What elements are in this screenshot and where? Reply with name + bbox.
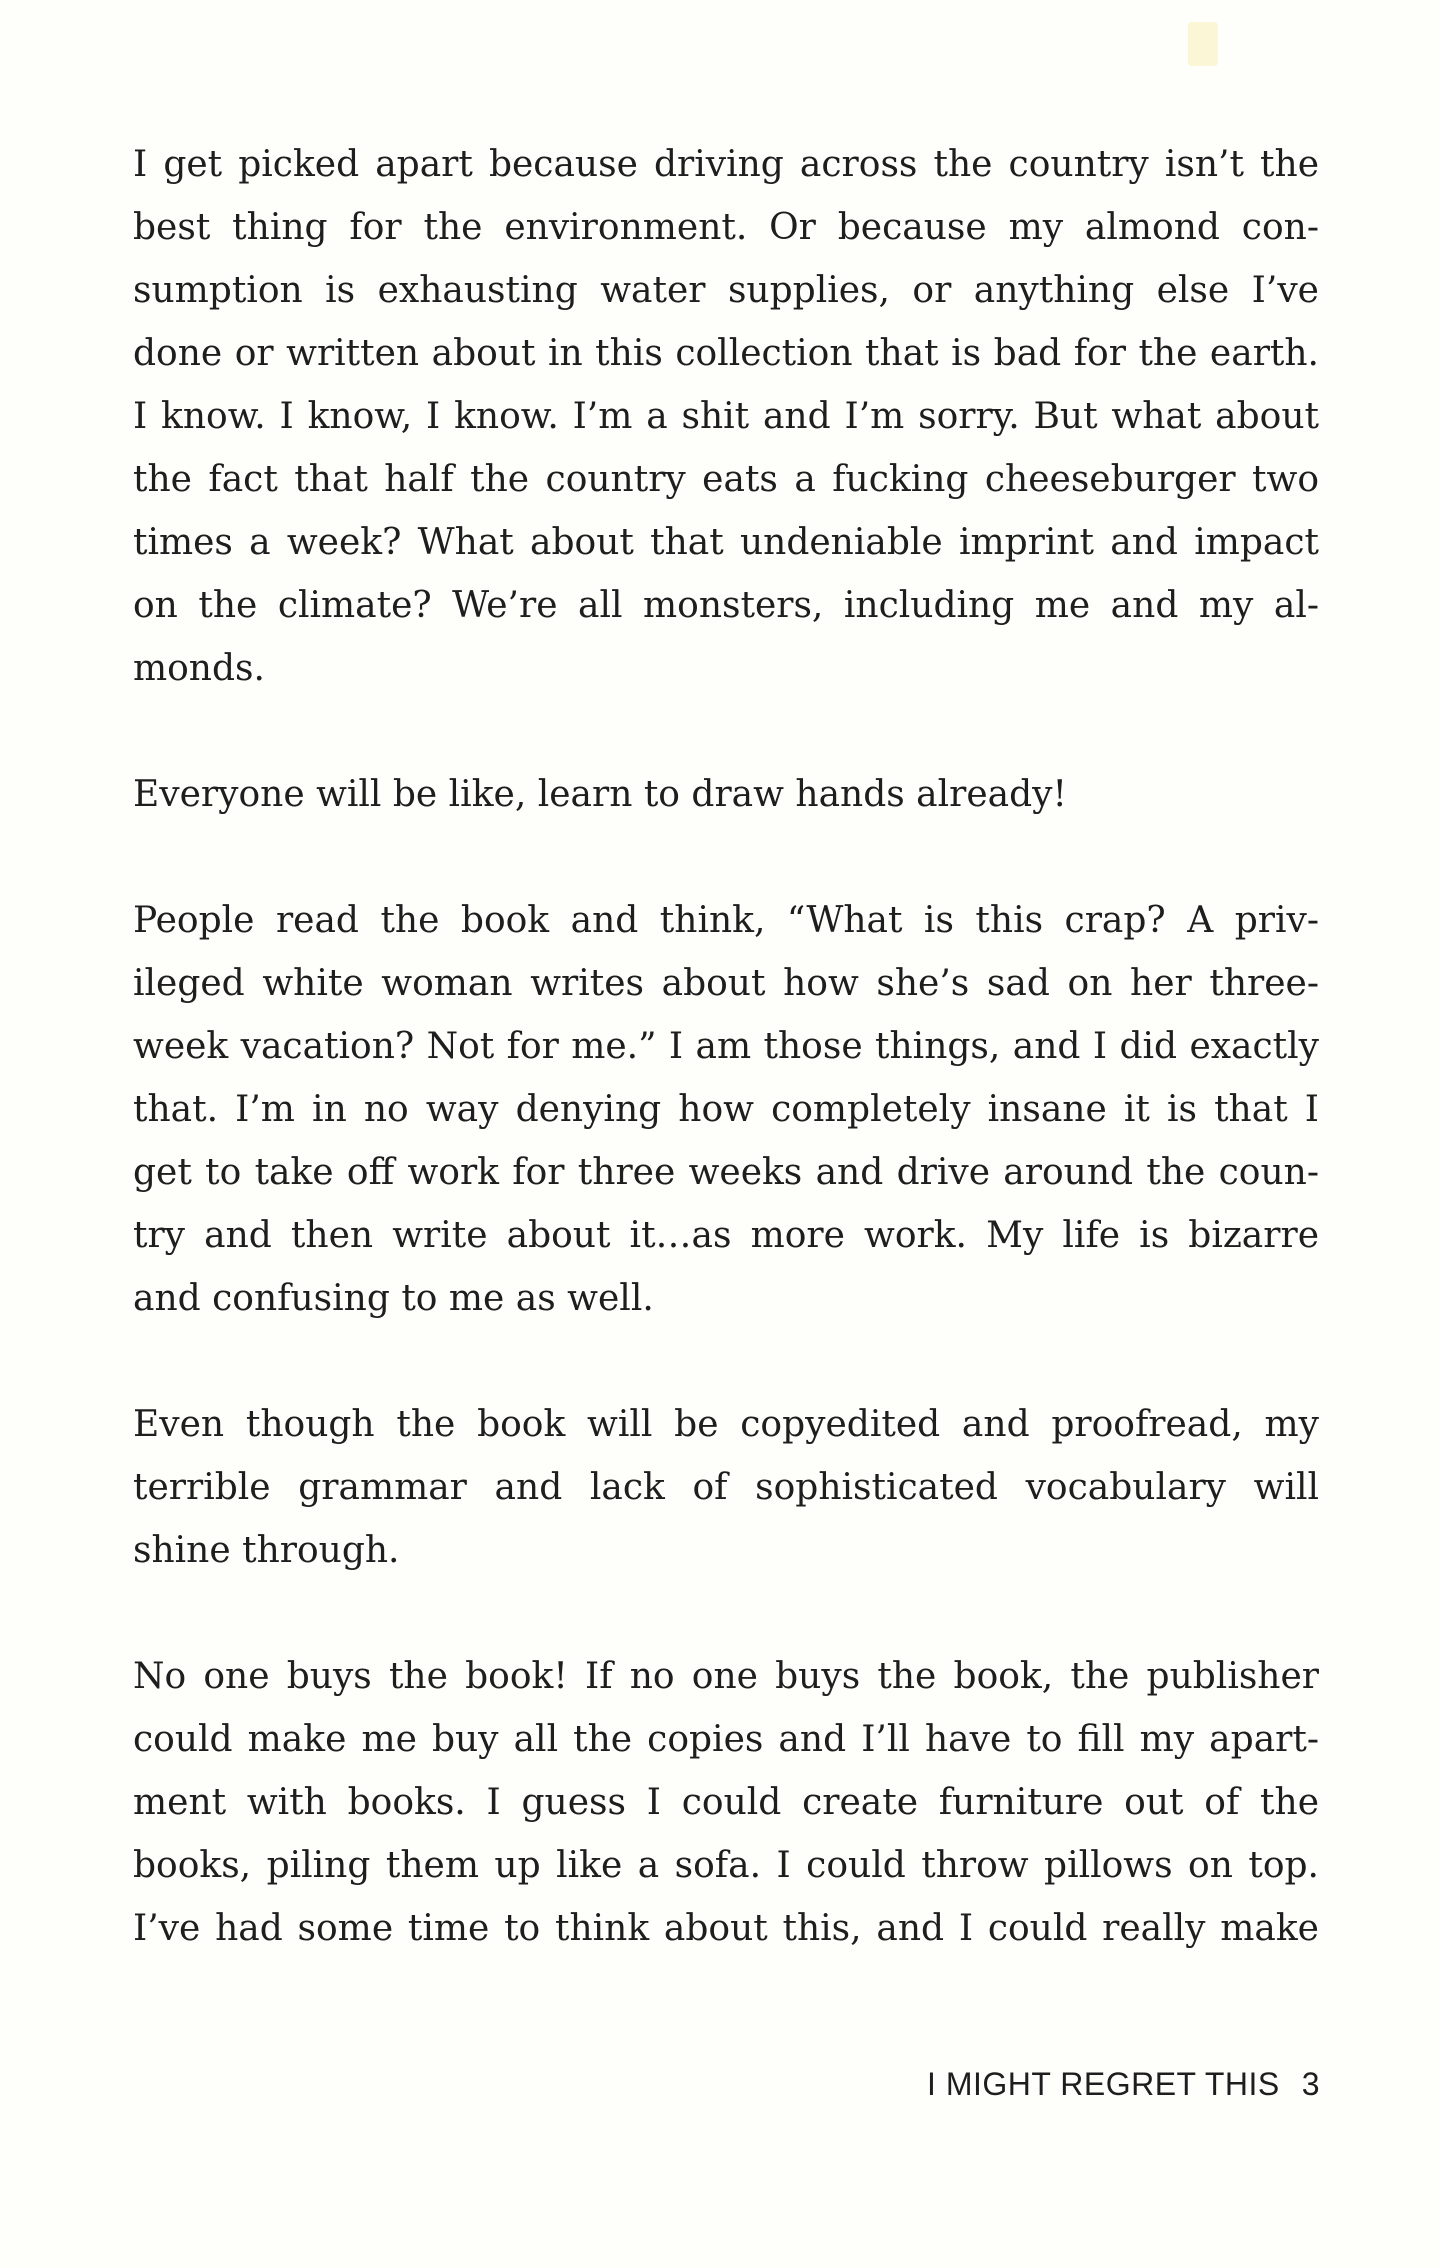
text-line: ileged white woman writes about how she’s sad on her three- [133,963,1319,1004]
paragraph-3 [133,889,1319,1330]
text-line: the fact that half the country eats a fucking cheeseburger two [133,459,1319,500]
text-line: that. I’m in no way denying how completely insane it is that I [133,1089,1319,1130]
text-line: shine through. [133,1530,400,1571]
text-line: on the climate? We’re all monsters, including me and my al- [133,585,1319,626]
text-line: Everyone will be like, learn to draw hands already! [133,774,1067,815]
text-line: done or written about in this collection that is bad for the earth. [133,333,1319,374]
paper-blemish [1188,22,1218,66]
text-line: I know. I know, I know. I’m a shit and I’m sorry. But what about [133,396,1319,437]
page-number: 3 [1301,2066,1320,2102]
running-head-title: I MIGHT REGRET THIS [927,2066,1280,2102]
text-line: monds. [133,648,265,689]
text-line: Even though the book will be copyedited and proofread, my [133,1404,1319,1445]
paragraph-4 [133,1393,1319,1582]
text-line: books, piling them up like a sofa. I could throw pillows on top. [133,1845,1319,1886]
text-line: ment with books. I guess I could create furniture out of the [133,1782,1319,1823]
text-line: sumption is exhausting water supplies, or anything else I’ve [133,270,1319,311]
body-text [133,133,1319,1960]
text-line: times a week? What about that undeniable imprint and impact [133,522,1319,563]
running-footer [880,2066,1320,2103]
text-line: get to take off work for three weeks and drive around the coun- [133,1152,1319,1193]
text-line: week vacation? Not for me.” I am those things, and I did exactly [133,1026,1319,1067]
text-line: could make me buy all the copies and I’ll have to fill my apart- [133,1719,1319,1760]
text-line: terrible grammar and lack of sophisticated vocabulary will [133,1467,1319,1508]
text-line: People read the book and think, “What is this crap? A priv- [133,900,1319,941]
paragraph-5 [133,1645,1319,1960]
text-line: try and then write about it…as more work. My life is bizarre [133,1215,1319,1256]
paragraph-1 [133,133,1319,700]
text-line: best thing for the environment. Or because my almond con- [133,207,1319,248]
text-line: I get picked apart because driving across the country isn’t the [133,144,1319,185]
text-line: I’ve had some time to think about this, and I could really make [133,1908,1319,1949]
text-line: No one buys the book! If no one buys the book, the publisher [133,1656,1319,1697]
paragraph-2 [133,763,1319,826]
text-line: and confusing to me as well. [133,1278,654,1319]
